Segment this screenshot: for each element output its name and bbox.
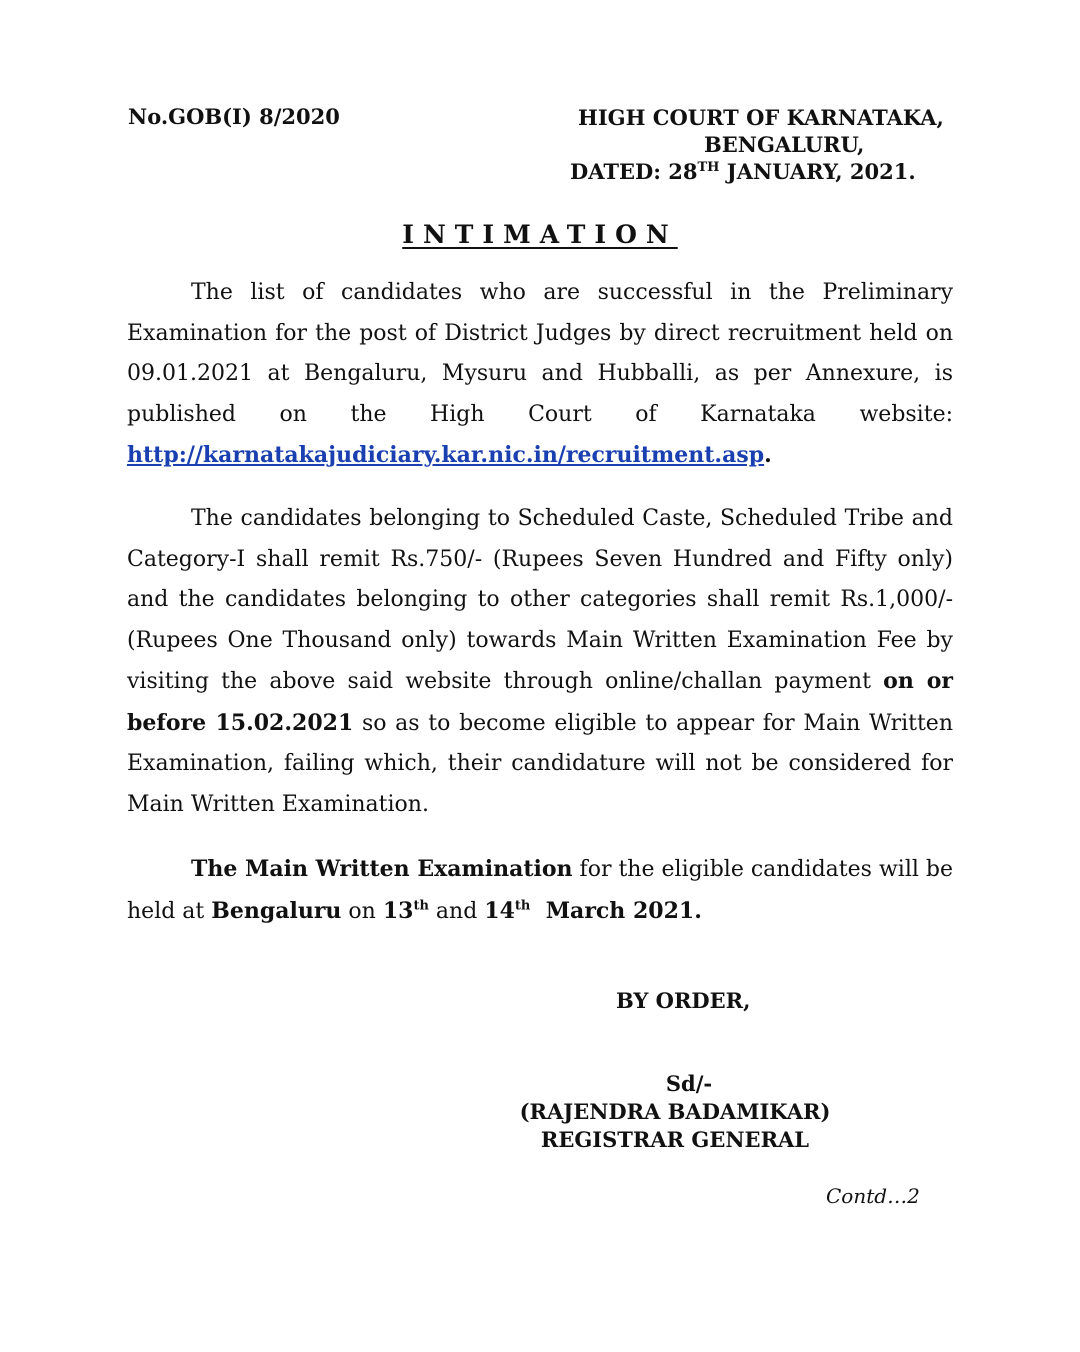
paragraph-fee [127, 499, 953, 825]
signatory-designation: REGISTRAR GENERAL [540, 1127, 810, 1152]
signatory-name: (RAJENDRA BADAMIKAR) [519, 1099, 831, 1124]
paragraph-exam-date [127, 849, 953, 932]
exam-day-2-number: 14 [484, 897, 515, 924]
court-city: BENGALURU, [704, 132, 865, 157]
exam-text-c: and [428, 898, 485, 924]
exam-day-1-number: 13 [382, 897, 414, 924]
main-exam-label: The Main Written Examination [191, 856, 573, 882]
exam-day-2-ordinal: th [514, 898, 531, 914]
exam-venue: Bengaluru [211, 897, 342, 924]
signature-block [505, 1070, 845, 1154]
by-order: BY ORDER, [616, 988, 751, 1013]
exam-day-1-ordinal: th [413, 898, 429, 914]
reference-number: No.GOB(I) 8/2020 [128, 104, 340, 129]
paragraph-fee-text-a: The candidates belonging to Scheduled Caste, Scheduled Tribe and Category-I shall remit Rs.750/- (Rupees Seven Hundred and Fifty only) and the candidates belonging to other categories shall remit Rs.1,000/- (Rupees One Thousand only) towards Main Written Examination Fee by visiting the above said website through online/challan payment [127, 506, 953, 694]
exam-day-1 [383, 898, 429, 924]
recruitment-website-link[interactable]: http://karnatakajudiciary.kar.nic.in/recruitment.asp [127, 442, 765, 468]
court-name: HIGH COURT OF KARNATAKA, [578, 105, 944, 130]
paragraph-results-text: The list of candidates who are successful in the Preliminary Examination for the post of District Judges by direct recruitment held on 09.01.2021 at Bengaluru, Mysuru and Hubballi, as per Annexure, is published on the High Court of Karnataka website: [127, 280, 953, 427]
exam-month: March 2021. [530, 897, 702, 924]
signed-mark: Sd/- [665, 1071, 713, 1096]
exam-text-b: on [341, 898, 383, 924]
issuer-block [560, 104, 960, 185]
document-title: INTIMATION [402, 220, 678, 249]
paragraph-fee-text-b: so as to become eligible to appear for Main Written Examination, failing which, their candidature will not be considered for Main Written Examination. [127, 710, 953, 817]
fee-deadline: on or before 15.02.2021 [127, 668, 953, 736]
date-prefix: DATED: 28 [570, 159, 698, 184]
issue-date [560, 158, 960, 185]
exam-day-2 [484, 898, 530, 924]
paragraph-results [127, 273, 953, 477]
date-suffix: JANUARY, 2021. [719, 159, 916, 184]
paragraph-results-end: . [764, 442, 772, 468]
continued-note: Contd…2 [826, 1184, 920, 1208]
date-ordinal: TH [697, 160, 720, 175]
exam-text-a: for the eligible candidates will be held at [127, 857, 953, 924]
